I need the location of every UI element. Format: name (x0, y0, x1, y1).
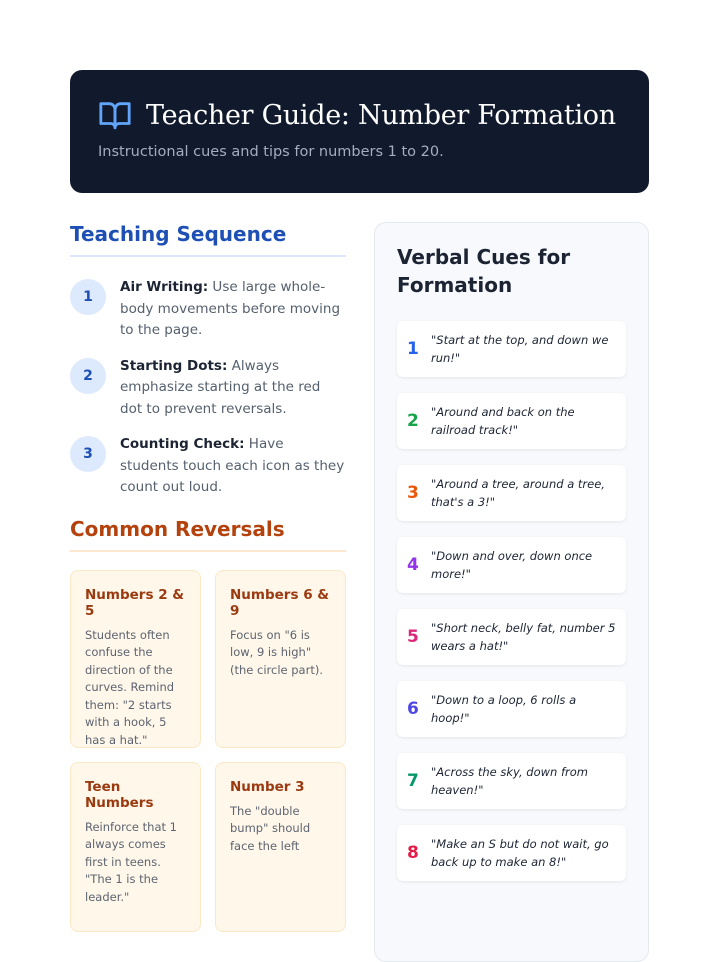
step-label: Starting Dots: (120, 357, 228, 374)
common-reversals-heading: Common Reversals (70, 517, 346, 552)
card-body: Focus on "6 is low, 9 is high" (the circle part). (230, 627, 323, 677)
card-title: Number 3 (230, 778, 305, 795)
cue-text: "Down to a loop, 6 rolls a hoop!" (431, 693, 577, 725)
step-number-badge: 3 (70, 436, 106, 472)
header-banner (70, 70, 649, 193)
cue-number: 5 (407, 627, 419, 647)
cue-card (397, 537, 626, 593)
step-description: Have students touch each icon as they count out loud. (120, 436, 345, 495)
reversal-card (215, 570, 346, 748)
cue-text: "Start at the top, and down we run!" (431, 333, 609, 365)
left-column (70, 222, 346, 932)
step-description: Use large whole-body movements before moving to the page. (120, 279, 341, 338)
sequence-step (70, 356, 346, 421)
card-title: Teen Numbers (85, 778, 154, 811)
cue-number: 1 (407, 339, 419, 359)
book-open-icon (98, 98, 132, 132)
cue-number: 8 (407, 843, 419, 863)
page-title: Teacher Guide: Number Formation (146, 99, 616, 131)
reversal-card (70, 762, 201, 932)
cue-number: 3 (407, 483, 419, 503)
cue-text: "Around and back on the railroad track!" (431, 405, 575, 437)
cue-text: "Make an S but do not wait, go back up to make an 8!" (431, 837, 609, 869)
cue-card (397, 825, 626, 881)
teaching-sequence-list (70, 277, 346, 499)
cue-number: 6 (407, 699, 419, 719)
cue-number: 7 (407, 771, 419, 791)
reversal-card (215, 762, 346, 932)
reversal-cards (70, 570, 346, 932)
cue-number: 2 (407, 411, 419, 431)
cue-list (397, 321, 626, 881)
reversal-card (70, 570, 201, 748)
cue-card (397, 681, 626, 737)
cue-text: "Short neck, belly fat, number 5 wears a hat!" (431, 621, 616, 653)
step-label: Air Writing: (120, 279, 209, 295)
cue-card (397, 393, 626, 449)
card-body: Reinforce that 1 always comes first in teens. "The 1 is the leader." (85, 819, 177, 904)
cue-text: "Down and over, down once more!" (431, 549, 593, 581)
card-title: Numbers 6 & 9 (230, 586, 330, 619)
card-body: Students often confuse the direction of the curves. Remind them: "2 starts with a hook, 5 has a hat." (85, 627, 175, 747)
teaching-sequence-heading: Teaching Sequence (70, 222, 346, 257)
cue-text: "Around a tree, around a tree, that's a 3!" (431, 477, 605, 509)
sequence-step (70, 277, 346, 342)
verbal-cues-heading: Verbal Cues for Formation (397, 245, 571, 297)
step-text (120, 434, 346, 499)
cue-card (397, 465, 626, 521)
page-subtitle: Instructional cues and tips for numbers 1 to 20. (98, 144, 444, 160)
step-description: Always emphasize starting at the red dot to prevent reversals. (120, 357, 321, 417)
step-number-badge: 2 (70, 358, 106, 394)
cue-number: 4 (407, 555, 419, 575)
verbal-cues-panel (374, 222, 649, 962)
card-body: The "double bump" should face the left (230, 803, 311, 853)
step-label: Counting Check: (120, 436, 245, 452)
step-number-badge: 1 (70, 279, 106, 315)
cue-card (397, 321, 626, 377)
step-text (120, 277, 346, 342)
step-text (120, 356, 346, 421)
cue-card (397, 753, 626, 809)
sequence-step (70, 434, 346, 499)
cue-card (397, 609, 626, 665)
card-title: Numbers 2 & 5 (85, 586, 185, 619)
cue-text: "Across the sky, down from heaven!" (431, 765, 588, 797)
